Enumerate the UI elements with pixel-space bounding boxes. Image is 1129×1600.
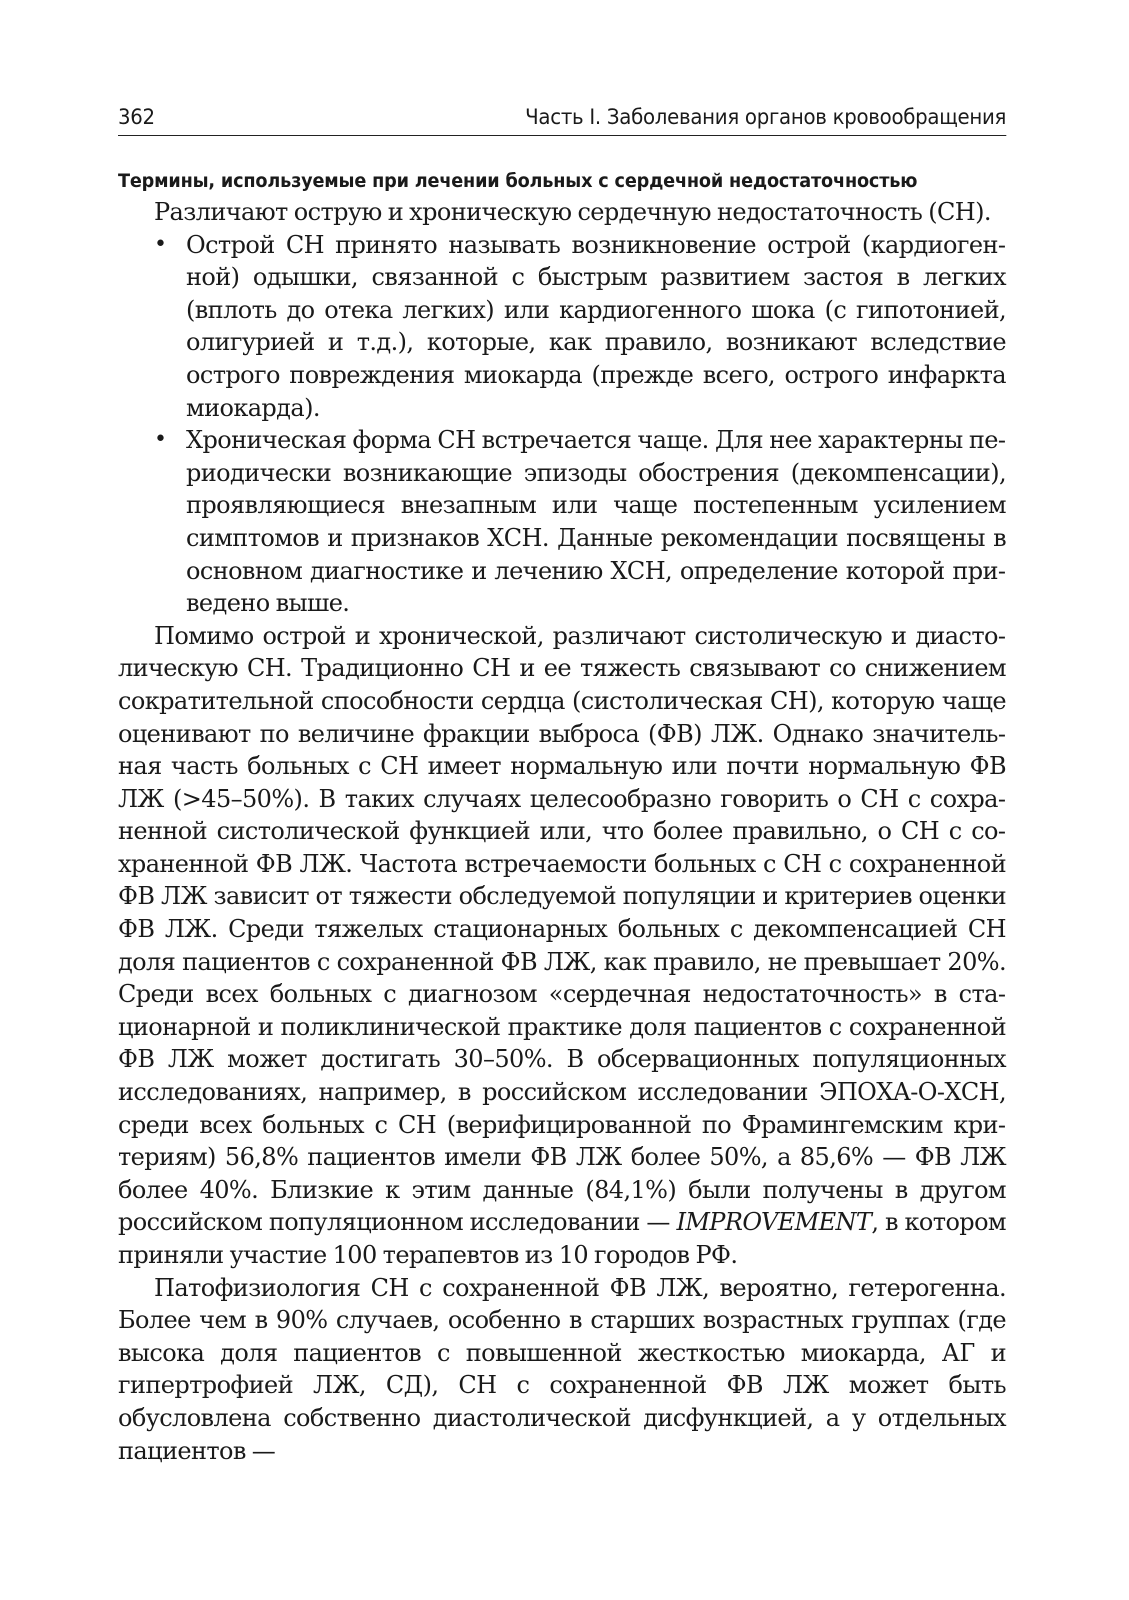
running-title: Часть I. Заболевания органов кровообращения [525, 105, 1007, 129]
paragraph-2-text-a: Помимо острой и хронической, различают систолическую и диастолическую СН. Традиционно СН и ее тяжесть связывают со снижением сократительной способности сердца (систолическая СН), которую чаще оценивают по величине фракции выброса (ФВ) ЛЖ. Однако значительная часть больных с СН имеет нормальную или почти нормальную ФВ ЛЖ (>45–50%). В таких случаях целесообразно говорить о СН с сохраненной систолической функцией или, что более правильно, о СН с сохраненной ФВ ЛЖ. Частота встречаемости больных с СН с сохраненной ФВ ЛЖ зависит от тяжести обследуемой популяции и критериев оценки ФВ ЛЖ. Среди тяжелых стационарных больных с декомпенсацией СН доля пациентов с сохраненной ФВ ЛЖ, как правило, не превышает 20%. Среди всех больных с диагнозом «сердечная недостаточность» в стационарной и поликлинической практике доля пациентов с сохраненной ФВ ЛЖ может достигать 30–50%. В обсервационных популяционных исследованиях, например, в российском исследовании ЭПОХА-О-ХСН, среди всех больных с СН (верифицированной по Фрамингемским критериям) 56,8% пациентов имели ФВ ЛЖ более 50%, а 85,6% — ФВ ЛЖ более 40%. Близкие к этим данные (84,1%) были получены в другом российском популяционном исследовании — [118, 621, 1006, 1237]
bullet-icon: • [154, 231, 167, 257]
bullet-text-chronic: Хроническая форма СН встречается чаще. Для нее характерны периодически возникающие эпизоды обострения (декомпенсации), проявляющиеся внезапным или чаще постепенным усилением симптомов и признаков ХСН. Данные рекомендации посвящены в основном диагностике и лечению ХСН, определение которой приведено выше. [186, 426, 1006, 618]
paragraph-2-text-b: , в котором приняли участие 100 терапевтов из 10 городов РФ. [118, 1208, 1006, 1269]
study-name-italic: IMPROVEMENT [676, 1208, 872, 1237]
bullet-list [118, 229, 1006, 620]
bullet-icon: • [154, 427, 167, 453]
list-item [154, 229, 1006, 425]
intro-paragraph: Различают острую и хроническую сердечную недостаточность (СН). [154, 198, 991, 226]
page-number: 362 [118, 105, 155, 129]
paragraph-pathophysiology: Патофизиология СН с сохраненной ФВ ЛЖ, вероятно, гетерогенна. Более чем в 90% случаев, особенно в старших возрастных группах (где высока доля пациентов с повышенной жесткостью миокарда, АГ и гипертрофией ЛЖ, СД), СН с сохраненной ФВ ЛЖ может быть обусловлена собственно диастолической дисфункцией, а у отдельных пациентов — [118, 1273, 1006, 1465]
paragraph-systolic-diastolic [118, 620, 1006, 1272]
running-head [118, 105, 1006, 136]
section-heading: Термины, используемые при лечении больных с сердечной недостаточностью [118, 170, 918, 192]
list-item [154, 424, 1006, 620]
bullet-text-acute: Острой СН принято называть возникновение острой (кардиогенной) одышки, связанной с быстрым развитием застоя в легких (вплоть до отека легких) или кардиогенного шока (с гипотонией, олигурией и т.д.), которые, как правило, возникают вследствие острого повреждения миокарда (прежде всего, острого инфаркта миокарда). [186, 230, 1006, 422]
page [118, 105, 1006, 1467]
